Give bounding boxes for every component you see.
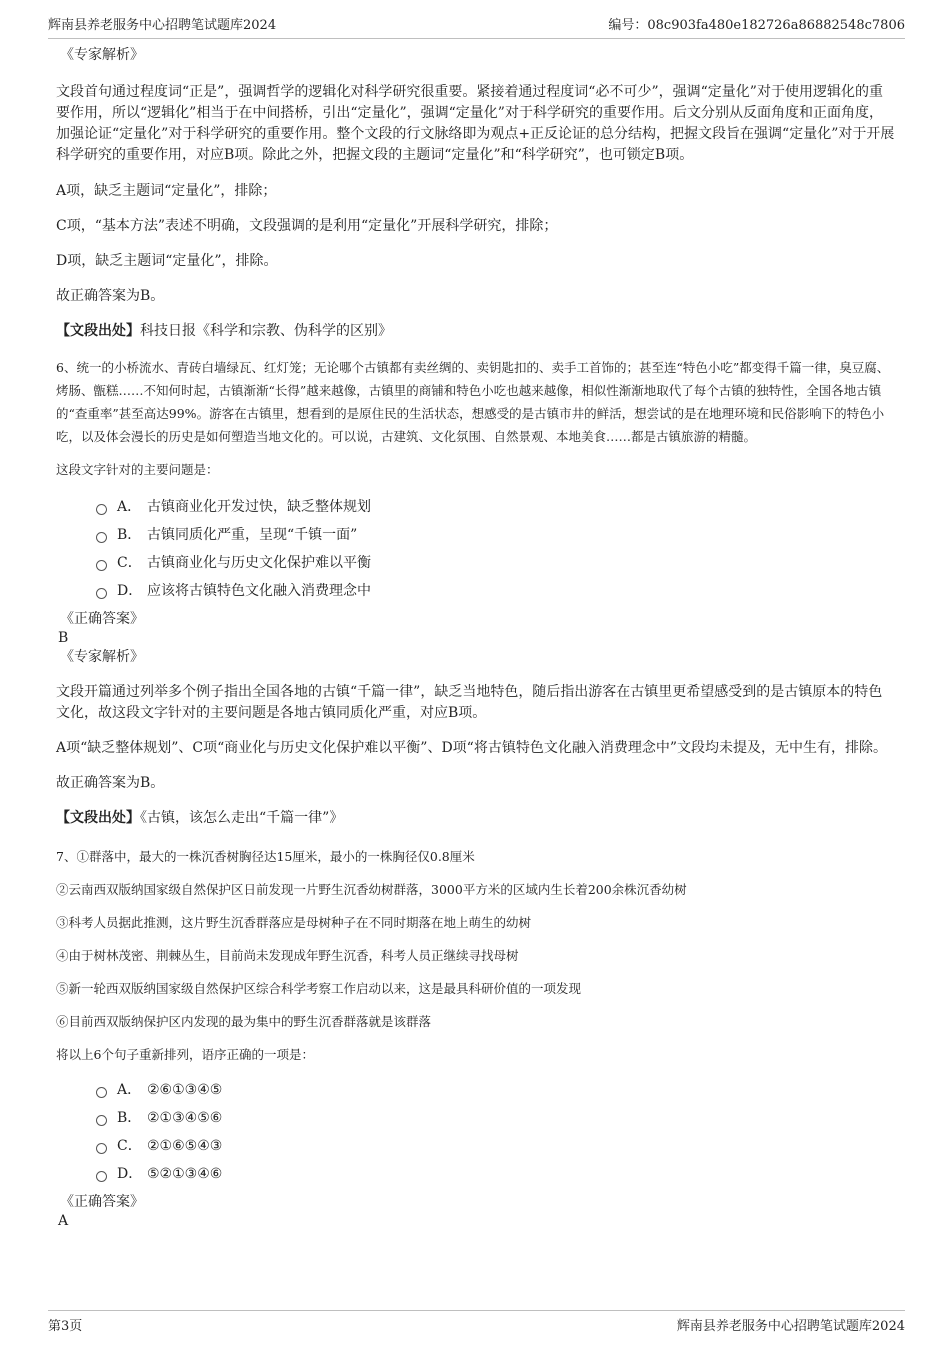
option-letter: B．	[117, 527, 142, 543]
radio-icon[interactable]	[96, 1171, 107, 1182]
q7-sentence-1: 7、①群落中，最大的一株沉香树胸径达15厘米，最小的一株胸径仅0.8厘米	[56, 849, 475, 864]
q7-sentence-3: ③科考人员据此推测，这片野生沉香群落应是母树种子在不同时期落在地上萌生的幼树	[56, 915, 532, 930]
q7-answer-label: 《正确答案》	[60, 1194, 144, 1210]
q5-source	[56, 321, 896, 342]
footer-title: 辉南县养老服务中心招聘笔试题库2024	[676, 1319, 905, 1334]
q7-option-a[interactable]	[96, 1076, 896, 1104]
option-letter: A．	[117, 1082, 142, 1098]
option-letter: D．	[117, 1166, 143, 1182]
header-title: 辉南县养老服务中心招聘笔试题库2024	[48, 18, 277, 33]
q5-source-label: 【文段出处】	[56, 323, 140, 339]
q7-option-c[interactable]	[96, 1132, 896, 1160]
q6-option-b[interactable]	[96, 521, 896, 549]
option-text: ②①⑥⑤④③	[147, 1138, 223, 1154]
q6-source-label: 【文段出处】	[56, 810, 140, 826]
q5-analysis-label: 《专家解析》	[60, 47, 144, 63]
option-letter: C．	[117, 555, 142, 571]
q6-question: 这段文字针对的主要问题是：	[56, 462, 219, 477]
q7-sentence-4: ④由于树林茂密、荆棘丛生，目前尚未发现成年野生沉香，科考人员正继续寻找母树	[56, 948, 519, 963]
radio-icon[interactable]	[96, 588, 107, 599]
radio-icon[interactable]	[96, 532, 107, 543]
q6-analysis-para: 文段开篇通过列举多个例子指出全国各地的古镇“千篇一律”，缺乏当地特色，随后指出游客在古镇里更希望感受到的是古镇原本的特色文化，故这段文字针对的主要问题是各地古镇同质化严重，对应B项。	[56, 684, 883, 721]
q6-conclusion: 故正确答案为B。	[56, 775, 165, 791]
q7-question: 将以上6个句子重新排列，语序正确的一项是：	[56, 1047, 314, 1062]
option-text: 古镇同质化严重，呈现“千镇一面”	[147, 527, 358, 543]
q6-source-text: 《古镇，该怎么走出“千篇一律”》	[140, 810, 344, 826]
q7-sentence-2: ②云南西双版纳国家级自然保护区日前发现一片野生沉香幼树群落，3000平方米的区域内生长着200余株沉香幼树	[56, 882, 687, 897]
q5-analysis-option-c: C项，“基本方法”表述不明确，文段强调的是利用“定量化”开展科学研究，排除；	[56, 218, 558, 234]
radio-icon[interactable]	[96, 504, 107, 515]
q7-sentence-5: ⑤新一轮西双版纳国家级自然保护区综合科学考察工作启动以来，这是最具科研价值的一项发现	[56, 981, 582, 996]
q5-analysis-option-d: D项，缺乏主题词“定量化”，排除。	[56, 253, 278, 269]
page-header	[48, 14, 905, 39]
q7-option-b[interactable]	[96, 1104, 896, 1132]
radio-icon[interactable]	[96, 1087, 107, 1098]
page-content	[56, 45, 896, 1230]
q7-options	[56, 1076, 896, 1188]
q5-analysis-option-a: A项，缺乏主题词“定量化”，排除；	[56, 183, 277, 199]
q5-analysis-para: 文段首句通过程度词“正是”，强调哲学的逻辑化对科学研究很重要。紧接着通过程度词“必不可少”，强调“定量化”对于使用逻辑化的重要作用，所以“逻辑化”相当于在中间搭桥，引出“定量化”，强调“定量化”对于科学研究的重要作用。后文分别从反面角度和正面角度，加强论证“定量化”对于科学研究的重要作用。整个文段的行文脉络即为观点+正反论证的总分结构，把握文段旨在强调“定量化”对于开展科学研究的重要作用，对应B项。除此之外，把握文段的主题词“定量化”和“科学研究”，也可锁定B项。	[56, 84, 895, 163]
q7-option-d[interactable]	[96, 1160, 896, 1188]
radio-icon[interactable]	[96, 560, 107, 571]
header-doc-id: 编号：08c903fa480e182726a86882548c7806	[608, 18, 905, 33]
option-letter: C．	[117, 1138, 142, 1154]
option-letter: B．	[117, 1110, 142, 1126]
option-letter: D．	[117, 583, 143, 599]
q6-answer-label: 《正确答案》	[60, 611, 144, 627]
option-text: ②⑥①③④⑤	[147, 1082, 223, 1098]
option-text: 古镇商业化与历史文化保护难以平衡	[147, 555, 371, 571]
q6-option-d[interactable]	[96, 577, 896, 605]
option-text: 应该将古镇特色文化融入消费理念中	[147, 583, 371, 599]
q6-stem: 6、统一的小桥流水、青砖白墙绿瓦、红灯笼；无论哪个古镇都有卖丝绸的、卖钥匙扣的、卖手工首饰的；甚至连“特色小吃”都变得千篇一律，臭豆腐、烤肠、甑糕……不知何时起，古镇渐渐“长得”越来越像，古镇里的商铺和特色小吃也越来越像，相似性渐渐地取代了每个古镇的独特性，全国各地古镇的“查重率”甚至高达99%。游客在古镇里，想看到的是原住民的生活状态，想感受的是古镇市井的鲜活，想尝试的是在地理环境和民俗影响下的特色小吃，以及体会漫长的历史是如何塑造当地文化的。可以说，古建筑、文化氛围、自然景观、本地美食……都是古镇旅游的精髓。	[56, 360, 890, 444]
option-letter: A．	[117, 499, 142, 515]
q6-analysis-options: A项“缺乏整体规划”、C项“商业化与历史文化保护难以平衡”、D项“将古镇特色文化融入消费理念中”文段均未提及，无中生有，排除。	[56, 740, 887, 756]
q6-source	[56, 808, 896, 829]
q7-answer: A	[58, 1213, 69, 1229]
q6-option-c[interactable]	[96, 549, 896, 577]
q6-option-a[interactable]	[96, 493, 896, 521]
radio-icon[interactable]	[96, 1115, 107, 1126]
option-text: ⑤②①③④⑥	[147, 1166, 223, 1182]
q6-options	[56, 493, 896, 605]
q5-conclusion: 故正确答案为B。	[56, 288, 165, 304]
q6-answer: B	[58, 630, 69, 646]
q5-source-text: 科技日报《科学和宗教、伪科学的区别》	[140, 323, 392, 339]
radio-icon[interactable]	[96, 1143, 107, 1154]
option-text: ②①③④⑤⑥	[147, 1110, 223, 1126]
q6-analysis-label: 《专家解析》	[60, 649, 144, 665]
page-footer	[48, 1310, 905, 1334]
option-text: 古镇商业化开发过快，缺乏整体规划	[147, 499, 371, 515]
q7-sentence-6: ⑥目前西双版纳保护区内发现的最为集中的野生沉香群落就是该群落	[56, 1014, 432, 1029]
page-number: 第3页	[48, 1319, 83, 1334]
